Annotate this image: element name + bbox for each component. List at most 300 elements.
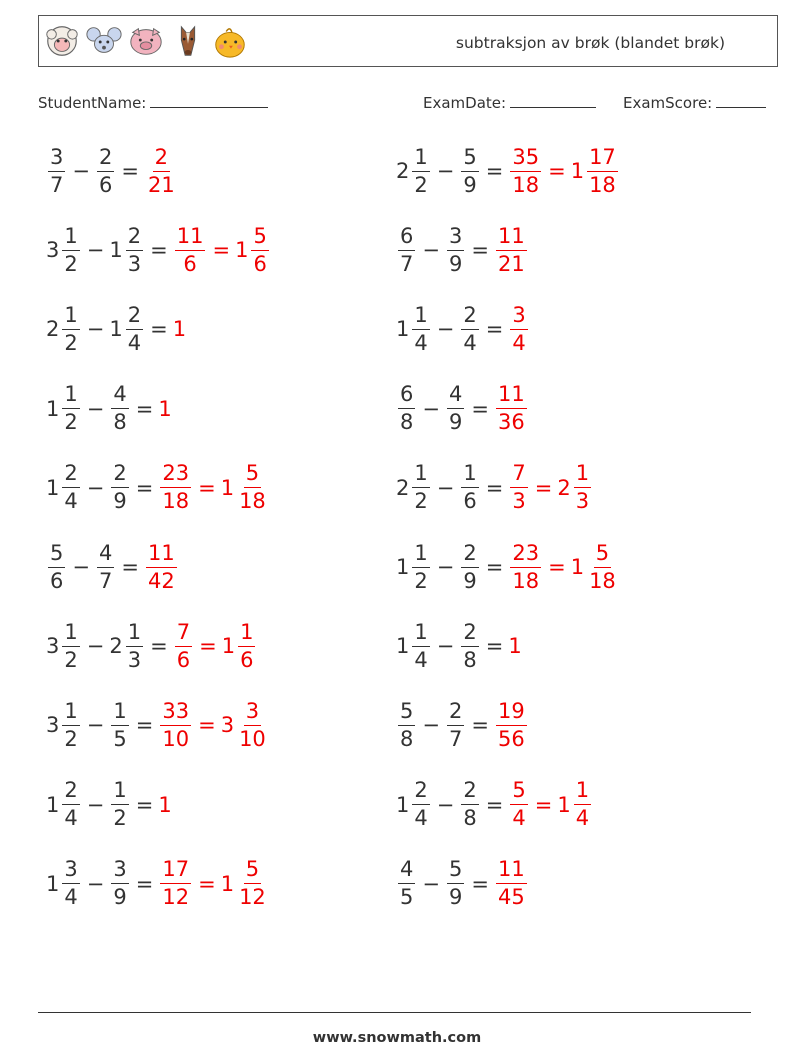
answer-numerator: 5 (594, 543, 611, 568)
answer (173, 223, 208, 276)
equals-sign: = (485, 475, 504, 500)
minus-sign: − (436, 475, 455, 500)
answer-denominator: 42 (147, 568, 175, 593)
answer (508, 302, 529, 355)
subtrahend-denominator: 9 (448, 885, 463, 910)
minuend-denominator: 2 (64, 726, 78, 751)
answer-numerator: 5 (244, 859, 261, 884)
subtrahend-numerator: 2 (461, 543, 478, 568)
equals-sign: = (150, 634, 168, 659)
answer-numerator: 11 (496, 859, 527, 884)
answer-whole: 1 (570, 159, 585, 183)
answer-denominator: 4 (512, 806, 526, 831)
minuend-denominator: 2 (64, 410, 78, 435)
equals-sign: = (485, 317, 504, 342)
problem-row (396, 854, 529, 914)
answer (144, 540, 179, 593)
answer-denominator: 6 (176, 647, 191, 672)
subtrahend-fraction (461, 780, 478, 829)
subtrahend-numerator: 4 (447, 384, 464, 409)
answer-numerator: 2 (153, 147, 170, 172)
subtrahend-fraction (111, 384, 128, 433)
minuend-numerator: 6 (398, 226, 415, 251)
exam-date-line (510, 93, 596, 108)
subtrahend-denominator: 8 (113, 410, 127, 435)
subtrahend-fraction (111, 859, 128, 908)
minus-sign: − (436, 159, 455, 183)
answer-fraction (175, 619, 192, 672)
problem-row (46, 458, 270, 518)
minuend-numerator: 1 (62, 622, 79, 647)
answer-fraction (510, 780, 527, 829)
minuend-denominator: 2 (414, 172, 428, 197)
subtrahend-numerator: 3 (447, 226, 464, 251)
equals-sign: = (534, 792, 553, 817)
subtrahend-fraction (111, 698, 128, 751)
worksheet-title: subtraksjon av brøk (blandet brøk) (455, 34, 725, 52)
answer-fraction (160, 698, 191, 751)
minuend-whole: 3 (46, 713, 60, 738)
subtrahend-numerator: 1 (111, 701, 128, 726)
answer-denominator: 18 (512, 568, 540, 593)
subtrahend-numerator: 1 (126, 622, 143, 647)
minuend-denominator: 4 (64, 806, 78, 831)
minuend-fraction (398, 859, 415, 908)
problem-row (396, 379, 529, 439)
subtrahend-fraction (461, 619, 478, 672)
subtrahend-fraction (447, 698, 464, 751)
minuend-numerator: 4 (398, 859, 415, 884)
minuend-whole: 2 (396, 475, 410, 500)
minuend-denominator: 7 (50, 172, 64, 197)
answer-whole: 1 (220, 475, 235, 500)
answer-numerator: 1 (238, 622, 255, 647)
minuend-whole: 1 (46, 871, 60, 896)
minuend-numerator: 2 (62, 780, 79, 805)
minuend-numerator: 3 (48, 147, 65, 172)
minuend-numerator: 1 (62, 384, 79, 409)
problem-row (396, 458, 593, 518)
problem-row (396, 616, 523, 676)
minuend-denominator: 2 (64, 330, 78, 355)
answer-fraction (237, 463, 268, 512)
subtrahend-numerator: 4 (111, 384, 128, 409)
minuend-numerator: 3 (62, 859, 79, 884)
problem-row (46, 379, 173, 439)
equals-sign: = (485, 159, 504, 183)
subtrahend-numerator: 1 (461, 463, 478, 488)
minuend-denominator: 7 (400, 251, 414, 276)
subtrahend-numerator: 3 (111, 859, 128, 884)
equals-sign: = (135, 792, 154, 817)
equals-sign: = (471, 871, 489, 896)
equals-sign: = (198, 475, 216, 500)
answer (158, 859, 193, 908)
subtrahend-denominator: 9 (448, 410, 463, 435)
minuend-whole: 1 (396, 792, 410, 817)
equals-sign: = (198, 871, 216, 896)
problem-row (46, 141, 179, 201)
subtrahend-denominator: 6 (98, 172, 113, 197)
minus-sign: − (86, 713, 105, 738)
answer-numerator: 11 (496, 384, 527, 409)
answer-numerator: 5 (244, 463, 261, 488)
horse-icon (169, 20, 207, 62)
problem-row (396, 537, 620, 597)
equals-sign: = (135, 396, 154, 421)
minuend-numerator: 5 (398, 701, 415, 726)
minuend-fraction (62, 619, 79, 672)
answer-denominator: 6 (240, 647, 254, 672)
answer-whole: 2 (557, 475, 571, 500)
subtrahend-fraction (111, 780, 128, 829)
minuend-fraction (412, 780, 429, 829)
answer-fraction (237, 698, 268, 751)
subtrahend-fraction (126, 302, 143, 355)
minuend-whole: 2 (46, 317, 60, 342)
answer-numerator: 35 (510, 147, 541, 172)
answer (194, 619, 257, 672)
minuend-denominator: 2 (64, 251, 78, 276)
minus-sign: − (436, 555, 455, 579)
answer-denominator: 18 (589, 568, 616, 593)
problem-row (396, 220, 529, 280)
answer (144, 144, 179, 197)
subtrahend-denominator: 9 (113, 489, 127, 514)
minuend-denominator: 2 (414, 489, 428, 514)
exam-score-field (623, 93, 766, 112)
minuend-numerator: 6 (398, 384, 415, 409)
answer-denominator: 18 (589, 172, 616, 197)
answer (508, 634, 522, 658)
subtrahend-denominator: 9 (463, 172, 477, 197)
answer (173, 619, 194, 672)
problem-row (46, 220, 271, 280)
answer-denominator: 6 (183, 251, 197, 276)
answer-fraction (146, 144, 177, 197)
subtrahend-denominator: 9 (113, 885, 127, 910)
subtrahend-fraction (126, 223, 143, 276)
answer-whole: 1 (158, 396, 172, 421)
subtrahend-numerator: 2 (447, 701, 464, 726)
minus-sign: − (86, 396, 105, 421)
equals-sign: = (135, 475, 154, 500)
answer-denominator: 56 (497, 726, 525, 751)
minuend-fraction (398, 698, 415, 751)
minuend-numerator: 1 (412, 147, 429, 172)
answer-numerator: 11 (496, 226, 527, 251)
subtrahend-denominator: 6 (463, 489, 477, 514)
minuend-denominator: 8 (400, 726, 414, 751)
pig-icon (127, 20, 165, 62)
equals-sign: = (471, 396, 489, 421)
answer-fraction (574, 780, 591, 829)
answer-denominator: 10 (239, 726, 266, 751)
minus-sign: − (86, 475, 105, 500)
answer (494, 698, 529, 751)
problem-row (46, 616, 257, 676)
subtrahend-numerator: 2 (126, 226, 143, 251)
answer-whole: 1 (570, 555, 585, 579)
answer-denominator: 18 (239, 489, 266, 514)
subtrahend-fraction (447, 384, 464, 433)
answer-numerator: 11 (175, 226, 206, 251)
equals-sign: = (485, 555, 504, 579)
student-name-label: StudentName: (38, 94, 147, 112)
answer (530, 463, 593, 512)
footer-divider (38, 1012, 751, 1013)
subtrahend-numerator: 5 (447, 859, 464, 884)
answer-fraction (510, 144, 541, 197)
subtrahend-denominator: 7 (448, 726, 463, 751)
answer-denominator: 45 (497, 885, 525, 910)
minuend-whole: 3 (46, 634, 60, 659)
minuend-denominator: 4 (64, 489, 78, 514)
exam-date-label: ExamDate: (423, 94, 507, 112)
minuend-fraction (62, 463, 79, 512)
answer (543, 540, 620, 593)
answer-denominator: 12 (162, 885, 190, 910)
subtrahend-denominator: 4 (463, 330, 477, 355)
minuend-numerator: 1 (412, 622, 429, 647)
minus-sign: − (72, 159, 90, 183)
problem-row (396, 299, 530, 359)
subtrahend-fraction (461, 302, 478, 355)
minuend-denominator: 2 (64, 647, 78, 672)
minus-sign: − (422, 713, 440, 738)
answer-numerator: 7 (175, 622, 192, 647)
problem-row (396, 775, 593, 835)
equals-sign: = (135, 871, 154, 896)
minuend-fraction (62, 698, 79, 751)
subtrahend-numerator: 5 (461, 147, 478, 172)
answer-whole: 1 (557, 792, 571, 817)
footer-url: www.snowmath.com (312, 1030, 482, 1046)
minuend-denominator: 2 (414, 568, 428, 593)
answer-numerator: 23 (160, 463, 191, 488)
answer (543, 144, 620, 197)
minuend-denominator: 4 (414, 806, 428, 831)
answer-whole: 1 (172, 317, 187, 342)
minuend-fraction (398, 223, 415, 276)
answer-fraction (146, 540, 177, 593)
equals-sign: = (548, 159, 566, 183)
subtrahend-whole: 1 (109, 238, 123, 263)
subtrahend-denominator: 9 (448, 251, 463, 276)
minus-sign: − (422, 238, 440, 263)
answer-denominator: 12 (239, 885, 266, 910)
subtrahend-whole: 2 (109, 634, 123, 659)
answer-numerator: 5 (510, 780, 527, 805)
minus-sign: − (86, 871, 105, 896)
subtrahend-denominator: 9 (463, 568, 477, 593)
exam-date-field (423, 93, 596, 112)
answer-numerator: 3 (244, 701, 261, 726)
student-name-field (38, 93, 268, 112)
problem-row (396, 141, 620, 201)
minuend-whole: 1 (396, 634, 410, 659)
answer (193, 859, 270, 908)
equals-sign: = (548, 555, 566, 579)
subtrahend-numerator: 2 (111, 463, 128, 488)
minuend-numerator: 1 (412, 463, 429, 488)
sheep-icon (43, 20, 81, 62)
minuend-denominator: 6 (50, 568, 64, 593)
minuend-fraction (62, 223, 79, 276)
equals-sign: = (199, 634, 217, 659)
answer-fraction (510, 463, 527, 512)
subtrahend-denominator: 3 (127, 647, 142, 672)
answer-fraction (238, 619, 255, 672)
answer-numerator: 7 (510, 463, 527, 488)
minuend-whole: 1 (396, 555, 410, 579)
subtrahend-numerator: 2 (97, 147, 114, 172)
chick-icon (211, 20, 249, 62)
subtrahend-numerator: 2 (461, 780, 478, 805)
answer-whole: 3 (220, 713, 235, 738)
subtrahend-fraction (447, 223, 464, 276)
exam-score-line (716, 93, 766, 108)
answer (494, 384, 529, 433)
answer-fraction (160, 463, 191, 512)
answer-numerator: 19 (496, 701, 527, 726)
minuend-denominator: 4 (64, 885, 78, 910)
equals-sign: = (485, 792, 504, 817)
subtrahend-denominator: 5 (113, 726, 127, 751)
animal-icons (43, 20, 249, 62)
subtrahend-denominator: 7 (98, 568, 113, 593)
answer-fraction (237, 859, 268, 908)
answer-fraction (160, 859, 191, 908)
equals-sign: = (534, 475, 553, 500)
minuend-numerator: 1 (412, 543, 429, 568)
answer-fraction (496, 223, 527, 276)
problem-row (46, 775, 173, 835)
answer-fraction (175, 223, 206, 276)
minuend-fraction (412, 619, 429, 672)
header-box (38, 15, 778, 67)
answer-whole: 1 (220, 871, 235, 896)
minuend-fraction (62, 302, 79, 355)
subtrahend-denominator: 3 (127, 251, 142, 276)
minus-sign: − (72, 555, 90, 579)
answer-denominator: 3 (512, 489, 526, 514)
answer-denominator: 4 (512, 330, 526, 355)
answer-denominator: 10 (162, 726, 190, 751)
answer-numerator: 17 (160, 859, 191, 884)
minuend-whole: 2 (396, 159, 410, 183)
minuend-fraction (62, 780, 79, 829)
subtrahend-numerator: 2 (461, 622, 478, 647)
problem-row (46, 695, 270, 755)
problem-row (46, 537, 179, 597)
minus-sign: − (86, 238, 105, 263)
minuend-whole: 1 (46, 396, 60, 421)
answer-numerator: 5 (251, 226, 268, 251)
answer (508, 780, 529, 829)
minuend-denominator: 4 (414, 330, 428, 355)
equals-sign: = (121, 159, 139, 183)
equals-sign: = (485, 634, 504, 659)
minuend-numerator: 1 (62, 701, 79, 726)
subtrahend-fraction (447, 859, 464, 908)
answer-numerator: 3 (510, 305, 527, 330)
answer-denominator: 6 (253, 251, 267, 276)
answer-numerator: 33 (160, 701, 191, 726)
student-name-line (150, 93, 268, 108)
answer-fraction (251, 223, 268, 276)
subtrahend-whole: 1 (109, 317, 123, 342)
answer-numerator: 17 (587, 147, 618, 172)
equals-sign: = (150, 238, 168, 263)
minuend-fraction (412, 540, 429, 593)
minuend-fraction (412, 302, 429, 355)
answer-denominator: 21 (497, 251, 525, 276)
problem-row (46, 299, 187, 359)
answer-denominator: 4 (575, 806, 590, 831)
minus-sign: − (86, 634, 105, 659)
answer-fraction (496, 859, 527, 908)
minus-sign: − (86, 317, 105, 342)
answer (158, 397, 172, 421)
subtrahend-denominator: 8 (463, 806, 477, 831)
answer (508, 463, 529, 512)
subtrahend-numerator: 2 (126, 305, 143, 330)
subtrahend-numerator: 2 (461, 305, 478, 330)
subtrahend-denominator: 8 (463, 647, 477, 672)
answer-whole: 1 (235, 238, 249, 263)
subtrahend-fraction (97, 540, 114, 593)
answer-fraction (496, 384, 527, 433)
equals-sign: = (150, 317, 168, 342)
answer-denominator: 21 (147, 172, 175, 197)
minuend-numerator: 1 (412, 305, 429, 330)
minuend-fraction (62, 384, 79, 433)
answer (173, 317, 187, 341)
answer-whole: 1 (221, 634, 236, 659)
subtrahend-fraction (461, 463, 478, 512)
answer-fraction (587, 540, 618, 593)
minus-sign: − (436, 792, 455, 817)
minuend-denominator: 4 (414, 647, 428, 672)
answer (494, 223, 529, 276)
minuend-numerator: 2 (62, 463, 79, 488)
minuend-denominator: 5 (400, 885, 414, 910)
answer (508, 540, 543, 593)
answer-numerator: 11 (146, 543, 177, 568)
minuend-fraction (48, 144, 65, 197)
minuend-whole: 1 (46, 792, 60, 817)
answer-denominator: 3 (575, 489, 590, 514)
subtrahend-fraction (97, 144, 114, 197)
minuend-fraction (398, 384, 415, 433)
minus-sign: − (422, 871, 440, 896)
equals-sign: = (471, 713, 489, 738)
minuend-numerator: 2 (412, 780, 429, 805)
minuend-denominator: 8 (400, 410, 414, 435)
minus-sign: − (422, 396, 440, 421)
problem-row (396, 695, 529, 755)
equals-sign: = (471, 238, 489, 263)
answer-fraction (496, 698, 527, 751)
subtrahend-denominator: 4 (127, 330, 142, 355)
answer-denominator: 36 (497, 410, 525, 435)
equals-sign: = (198, 713, 216, 738)
subtrahend-fraction (126, 619, 143, 672)
answer-numerator: 23 (510, 543, 541, 568)
minus-sign: − (86, 792, 105, 817)
minuend-numerator: 1 (62, 305, 79, 330)
